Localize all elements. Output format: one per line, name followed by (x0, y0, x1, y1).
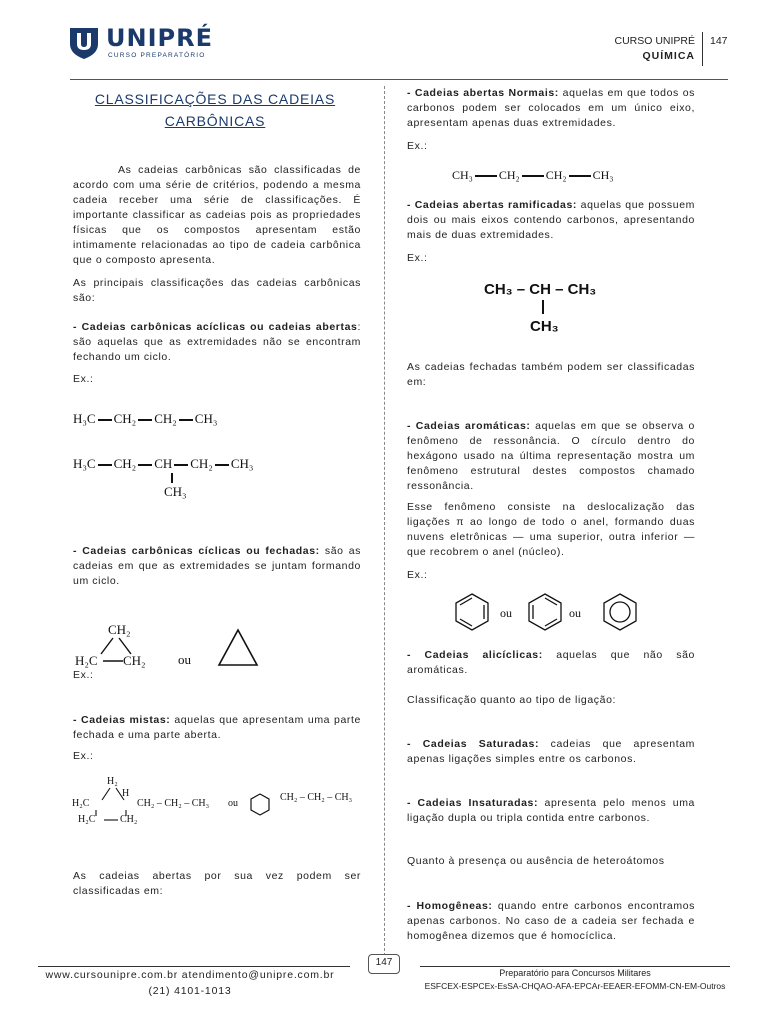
aromaticas-text: aquelas em que se observa o fenômeno de ressonância. O círculo dentro do hexágono usado na última representação mostra um fenômeno estrutural destes compostos chamado ressonância. (407, 420, 695, 492)
mistas-label: - Cadeias mistas: (73, 714, 171, 726)
insaturadas-label: - Cadeias Insaturadas: (407, 797, 539, 809)
homogeneas-paragraph (407, 899, 695, 944)
homogeneas-label: - Homogêneas: (407, 900, 493, 912)
aciclicas-text: : são aquelas que as extremidades não se encontram fechando um ciclo. (73, 321, 361, 363)
or-label: ou (178, 652, 191, 667)
chem-atom: CH₂ (498, 168, 520, 182)
bond-line (174, 464, 188, 466)
footer-rule-right (420, 966, 730, 967)
chem-atom: CH₂ (154, 411, 177, 426)
ramificadas-text: aquelas que possuem dois ou mais eixos contendo carbonos, apresentando mais de duas extremidades. (407, 199, 695, 241)
abertas-text: As cadeias abertas por sua vez podem ser classificadas em: (73, 870, 361, 897)
chem-atom: CH₂ (190, 456, 213, 471)
chem-atom: CH₃ (230, 456, 254, 471)
bond-line (522, 175, 544, 177)
shield-icon (68, 26, 100, 60)
bond-line (475, 175, 497, 177)
mixed-or-label: ou (228, 798, 238, 809)
footer-prep: Preparatório para Concursos Militares (499, 968, 651, 978)
bond-line (179, 419, 193, 421)
intro-paragraph: As cadeias carbônicas são classificadas de acordo com uma série de critérios, podendo a mesma cadeia receber uma série de classificações. É importante classificar as cadeias pois as propriedades físicas que os compostos apresentam estão intimamente relacionadas ao tipo de cadeia carbônica que o composto apresenta. (73, 164, 361, 266)
chem-atom: CH₃ (194, 411, 218, 426)
branched-bond (542, 300, 544, 314)
chem-atom: CH₃ (452, 168, 473, 182)
footer-contact: www.cursounipre.com.br atendimento@unipre.com.br (45, 969, 335, 981)
footer-exams: ESFCEX-ESPCEx-EsSA-CHQAO-AFA-EPCAr-EEAER-EFOMM-CN-EM-Outros (424, 981, 726, 991)
normais-text: aquelas em que todos os carbonos podem ser colocados em um único eixo, apresentam apenas duas extremidades. (407, 87, 695, 129)
title-line-1: CLASSIFICAÇÕES DAS CADEIAS (94, 91, 336, 107)
chem-branched-chain (73, 456, 253, 472)
chem-normal-chain (452, 168, 613, 183)
mixed-ring-top: H₂ (107, 776, 118, 787)
section-title (70, 88, 360, 132)
or-label: ou (500, 606, 512, 620)
bond-line (138, 419, 152, 421)
mixed-chain-structure (70, 774, 370, 834)
saturadas-paragraph (407, 737, 695, 767)
normais-label: - Cadeias abertas Normais: (407, 87, 559, 99)
branch-bond (171, 473, 173, 483)
chem-atom: H₃C (73, 411, 96, 426)
or-label: ou (569, 606, 581, 620)
cyclopropane-structure (73, 622, 273, 672)
cyclo-right: CH₂ (123, 653, 146, 668)
principais-text: As principais classificações das cadeias carbônicas são: (73, 277, 361, 304)
example-label-1: Ex.: (73, 373, 94, 385)
mixed-bottom-left: H₂C (78, 814, 96, 825)
benzene-structures (452, 590, 692, 636)
ramificadas-label: - Cadeias abertas ramificadas: (407, 199, 578, 211)
mistas-paragraph (73, 713, 361, 743)
mixed-ring-h: H (122, 788, 130, 799)
mixed-bottom-right: CH₂ (120, 814, 138, 825)
normais-paragraph (407, 86, 695, 131)
bond-line (138, 464, 152, 466)
header-rule (70, 79, 728, 80)
ciclicas-label: - Cadeias carbônicas cíclicas ou fechadas: (73, 545, 320, 557)
ramificadas-paragraph (407, 198, 695, 243)
logo-name: UNIPRÉ (106, 24, 213, 52)
example-label-6: Ex.: (407, 569, 428, 581)
aciclicas-label: - Cadeias carbônicas acíclicas ou cadeias abertas (73, 321, 358, 333)
mixed-left: H₂C (72, 798, 90, 809)
column-separator (384, 86, 385, 956)
chem-atom: H₃C (73, 456, 96, 471)
chem-atom: CH₂ (113, 411, 137, 426)
bond-line (569, 175, 591, 177)
cyclo-left: H₂C (75, 653, 98, 668)
chem-branch: CH₃ (164, 484, 187, 499)
chem-atom: CH₂ (545, 168, 567, 182)
ciclicas-paragraph (73, 544, 361, 589)
logo (68, 24, 213, 62)
aliciclicas-paragraph (407, 648, 695, 678)
tipo-ligacao-text: Classificação quanto ao tipo de ligação: (407, 694, 617, 706)
homogeneas-text: quando entre carbonos encontramos apenas carbonos. No caso de a cadeia ser fechada e homogênea dizemos que é homocíclica. (407, 900, 695, 942)
deslocalizacao-text: Esse fenômeno consiste na deslocalização das ligações π ao longo de todo o anel, formando duas nuvens eletrônicas — uma superior, outra inferior — que recobrem o anel (núcleo). (407, 501, 695, 558)
fechadas-text: As cadeias fechadas também podem ser classificadas em: (407, 361, 695, 388)
subject-name: QUÍMICA (642, 50, 695, 62)
chem-branched-sub: CH₃ (530, 318, 559, 335)
logo-sub: CURSO PREPARATÓRIO (108, 52, 206, 59)
header-divider (702, 32, 703, 66)
heteroatomos-text: Quanto à presença ou ausência de heteroátomos (407, 855, 665, 867)
chem-linear-chain (73, 411, 217, 427)
saturadas-label: - Cadeias Saturadas: (407, 738, 540, 750)
footer-rule-left (38, 966, 350, 967)
title-line-2: CARBÔNICAS (164, 113, 266, 129)
course-name: CURSO UNIPRÉ (614, 35, 695, 47)
mixed-ring-bonds (70, 774, 370, 834)
aromaticas-paragraph (407, 419, 695, 494)
example-label-4: Ex.: (407, 140, 428, 152)
aliciclicas-label: - Cadeias alicíclicas: (407, 649, 543, 661)
chem-atom: CH₃ (592, 168, 614, 182)
footer-phone: (21) 4101-1013 (148, 985, 232, 997)
chem-atom: CH (154, 456, 173, 471)
aromaticas-label: - Cadeias aromáticas: (407, 420, 531, 432)
cyclo-bonds (73, 622, 273, 672)
saturadas-text: cadeias que apresentam apenas ligações simples entre os carbonos. (407, 738, 696, 765)
chem-atom: CH₂ (113, 456, 137, 471)
cyclo-top: CH₂ (108, 622, 131, 637)
insaturadas-text: apresenta pelo menos uma ligação dupla ou tripla contida entre carbonos. (407, 797, 695, 824)
footer-page-number: 147 (375, 957, 393, 968)
bond-line (215, 464, 229, 466)
example-label-5: Ex.: (407, 252, 428, 264)
ciclicas-text: são as cadeias em que as extremidades se juntam formando um ciclo. (73, 545, 362, 587)
bond-line (98, 419, 112, 421)
example-label-3: Ex.: (73, 750, 94, 762)
aciclicas-paragraph (73, 320, 361, 365)
chem-branched-main: CH₃ – CH – CH₃ (484, 281, 597, 298)
aliciclicas-text: aquelas que não são aromáticas. (407, 649, 695, 676)
mistas-text: aquelas que apresentam uma parte fechada e uma parte aberta. (73, 714, 361, 741)
insaturadas-paragraph (407, 796, 695, 826)
bond-line (98, 464, 112, 466)
mixed-chain: CH₂ – CH₂ – CH₃ (137, 798, 210, 809)
header-page-number: 147 (710, 35, 728, 47)
example-label-2: Ex.: (73, 669, 94, 681)
mixed-chain-2: CH₂ – CH₂ – CH₃ (280, 792, 353, 803)
